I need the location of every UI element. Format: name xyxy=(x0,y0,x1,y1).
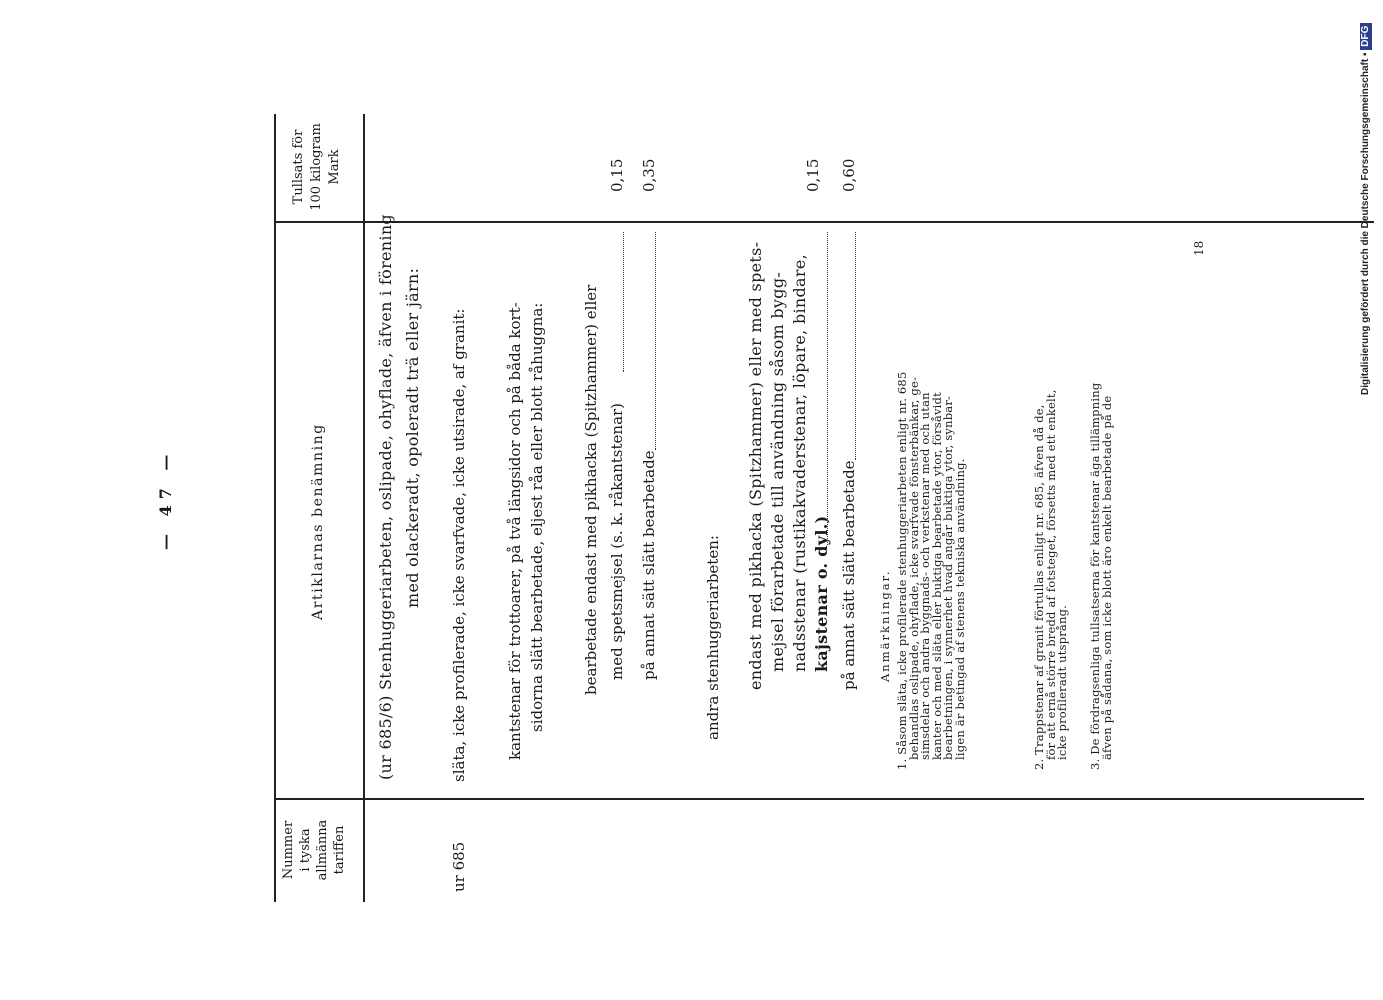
row-4-line-2: med spetsmejsel (s. k. råkantstenar) xyxy=(608,402,626,680)
row-8-leader-dots xyxy=(855,232,856,460)
note-1-line-1: 1. Såsom släta, icke profilerade stenhuggeriarbeten enligt nr. 685 xyxy=(895,371,909,770)
row-7-value: 0,15 xyxy=(804,158,822,192)
header-tariff-line-3: Mark xyxy=(327,149,342,185)
header-tariff-column xyxy=(290,114,344,220)
col-rule-1-body xyxy=(364,798,1364,800)
note-2-line-3: icke profileradt utsprång. xyxy=(1055,604,1069,760)
note-3-line-2: äfven på sådana, som icke blott äro enkelt bearbetade på de xyxy=(1099,395,1114,760)
note-1-line-5: bearbetningen, i synnerhet hvad angår buktiga ytor, synbar- xyxy=(941,395,955,760)
row-5-value: 0,35 xyxy=(640,158,658,192)
notes-heading: Anmärkningar. xyxy=(878,569,892,682)
note-1 xyxy=(897,372,966,770)
note-1-line-6: ligen är betingad af stenens tekniska användning. xyxy=(952,458,967,760)
header-number-column xyxy=(280,802,348,898)
row-1-line-1: (ur 685/6) Stenhuggeriarbeten, oslipade, ohyflade, äfven i förening xyxy=(376,214,395,780)
row-4-line-1: bearbetade endast med pikhacka (Spitzhammer) eller xyxy=(582,284,600,695)
row-5-text: på annat sätt slätt bearbetade xyxy=(640,450,658,680)
dfg-logo: DFG xyxy=(1360,23,1372,50)
note-1-line-3: simsdelar och andra byggnads- och verkstenar med och utan xyxy=(918,392,932,760)
row-7-line-1: endast med pikhacka (Spitzhammer) eller med spets- xyxy=(746,241,765,690)
note-1-line-2: behandlas oslipade, ohyflade, icke svarfvade fönsterbänkar, ge- xyxy=(906,376,921,760)
header-tariff-line-2: 100 kilogram xyxy=(309,123,324,211)
row-7-line-4: kajstenar o. dyl.) xyxy=(812,515,831,672)
header-tariff-line-1: Tullsats för xyxy=(291,129,306,205)
header-description: Artiklarnas benämning xyxy=(310,423,326,620)
row-4-leader-dots xyxy=(623,232,624,372)
table-top-rule xyxy=(274,114,276,902)
row-2-number: ur 685 xyxy=(450,841,468,892)
page-number: — 47 — xyxy=(156,448,175,550)
row-8-text: på annat sätt slätt bearbetade xyxy=(840,460,858,690)
row-5-leader-dots xyxy=(655,232,656,450)
row-3-line-2: sidorna slätt bearbetade, eljest råa eller blott råhuggna: xyxy=(528,302,546,732)
row-3-line-1: kantstenar för trottoarer, på två längsidor och på båda kort- xyxy=(506,302,524,760)
note-1-line-4: kanter och med släta eller buktiga bearbetade ytor, försåvidt xyxy=(929,392,944,760)
header-bottom-rule xyxy=(363,114,365,902)
note-3 xyxy=(1090,383,1113,770)
note-3-line-1: 3. De fördragsenliga tullsatserna för kantstenar äga tillämpning xyxy=(1088,382,1102,770)
side-credit-row xyxy=(1360,23,1372,395)
header-number-line-1: Nummer xyxy=(281,820,296,880)
row-8-value: 0,60 xyxy=(840,158,858,192)
note-2 xyxy=(1032,389,1069,770)
col-rule-2 xyxy=(274,221,1374,223)
header-number-line-3: allmänna xyxy=(315,819,330,881)
side-credit: Digitalisierung gefördert durch die Deutsche Forschungsgemeinschaft xyxy=(1360,58,1371,395)
row-6-text: andra stenhuggeriarbeten: xyxy=(704,535,722,740)
note-2-line-1: 2. Trappstenar af granit förtullas enligt nr. 685, äfven då de, xyxy=(1032,404,1046,770)
header-number-line-4: tariffen xyxy=(332,825,347,875)
row-1-line-2: med olackeradt, opoleradt trä eller järn: xyxy=(403,267,422,608)
row-7-line-2: mejsel förarbetade till användning såsom bygg- xyxy=(768,271,787,672)
footer-signature: 18 xyxy=(1192,240,1206,256)
note-2-line-2: för att ernå större bredd af fotsteget, försetts med ett enkelt, xyxy=(1043,389,1058,760)
row-4-value: 0,15 xyxy=(608,158,626,192)
row-2-text: släta, icke profilerade, icke svarfvade, icke utsirade, af granit: xyxy=(450,308,468,782)
row-7-line-3: nadsstenar (rustikakvaderstenar, löpare, bindare, xyxy=(790,254,809,672)
row-7-leader-dots xyxy=(827,232,828,545)
header-number-line-2: i tyska xyxy=(298,828,313,872)
side-credit-separator: ▪ xyxy=(1360,52,1371,57)
